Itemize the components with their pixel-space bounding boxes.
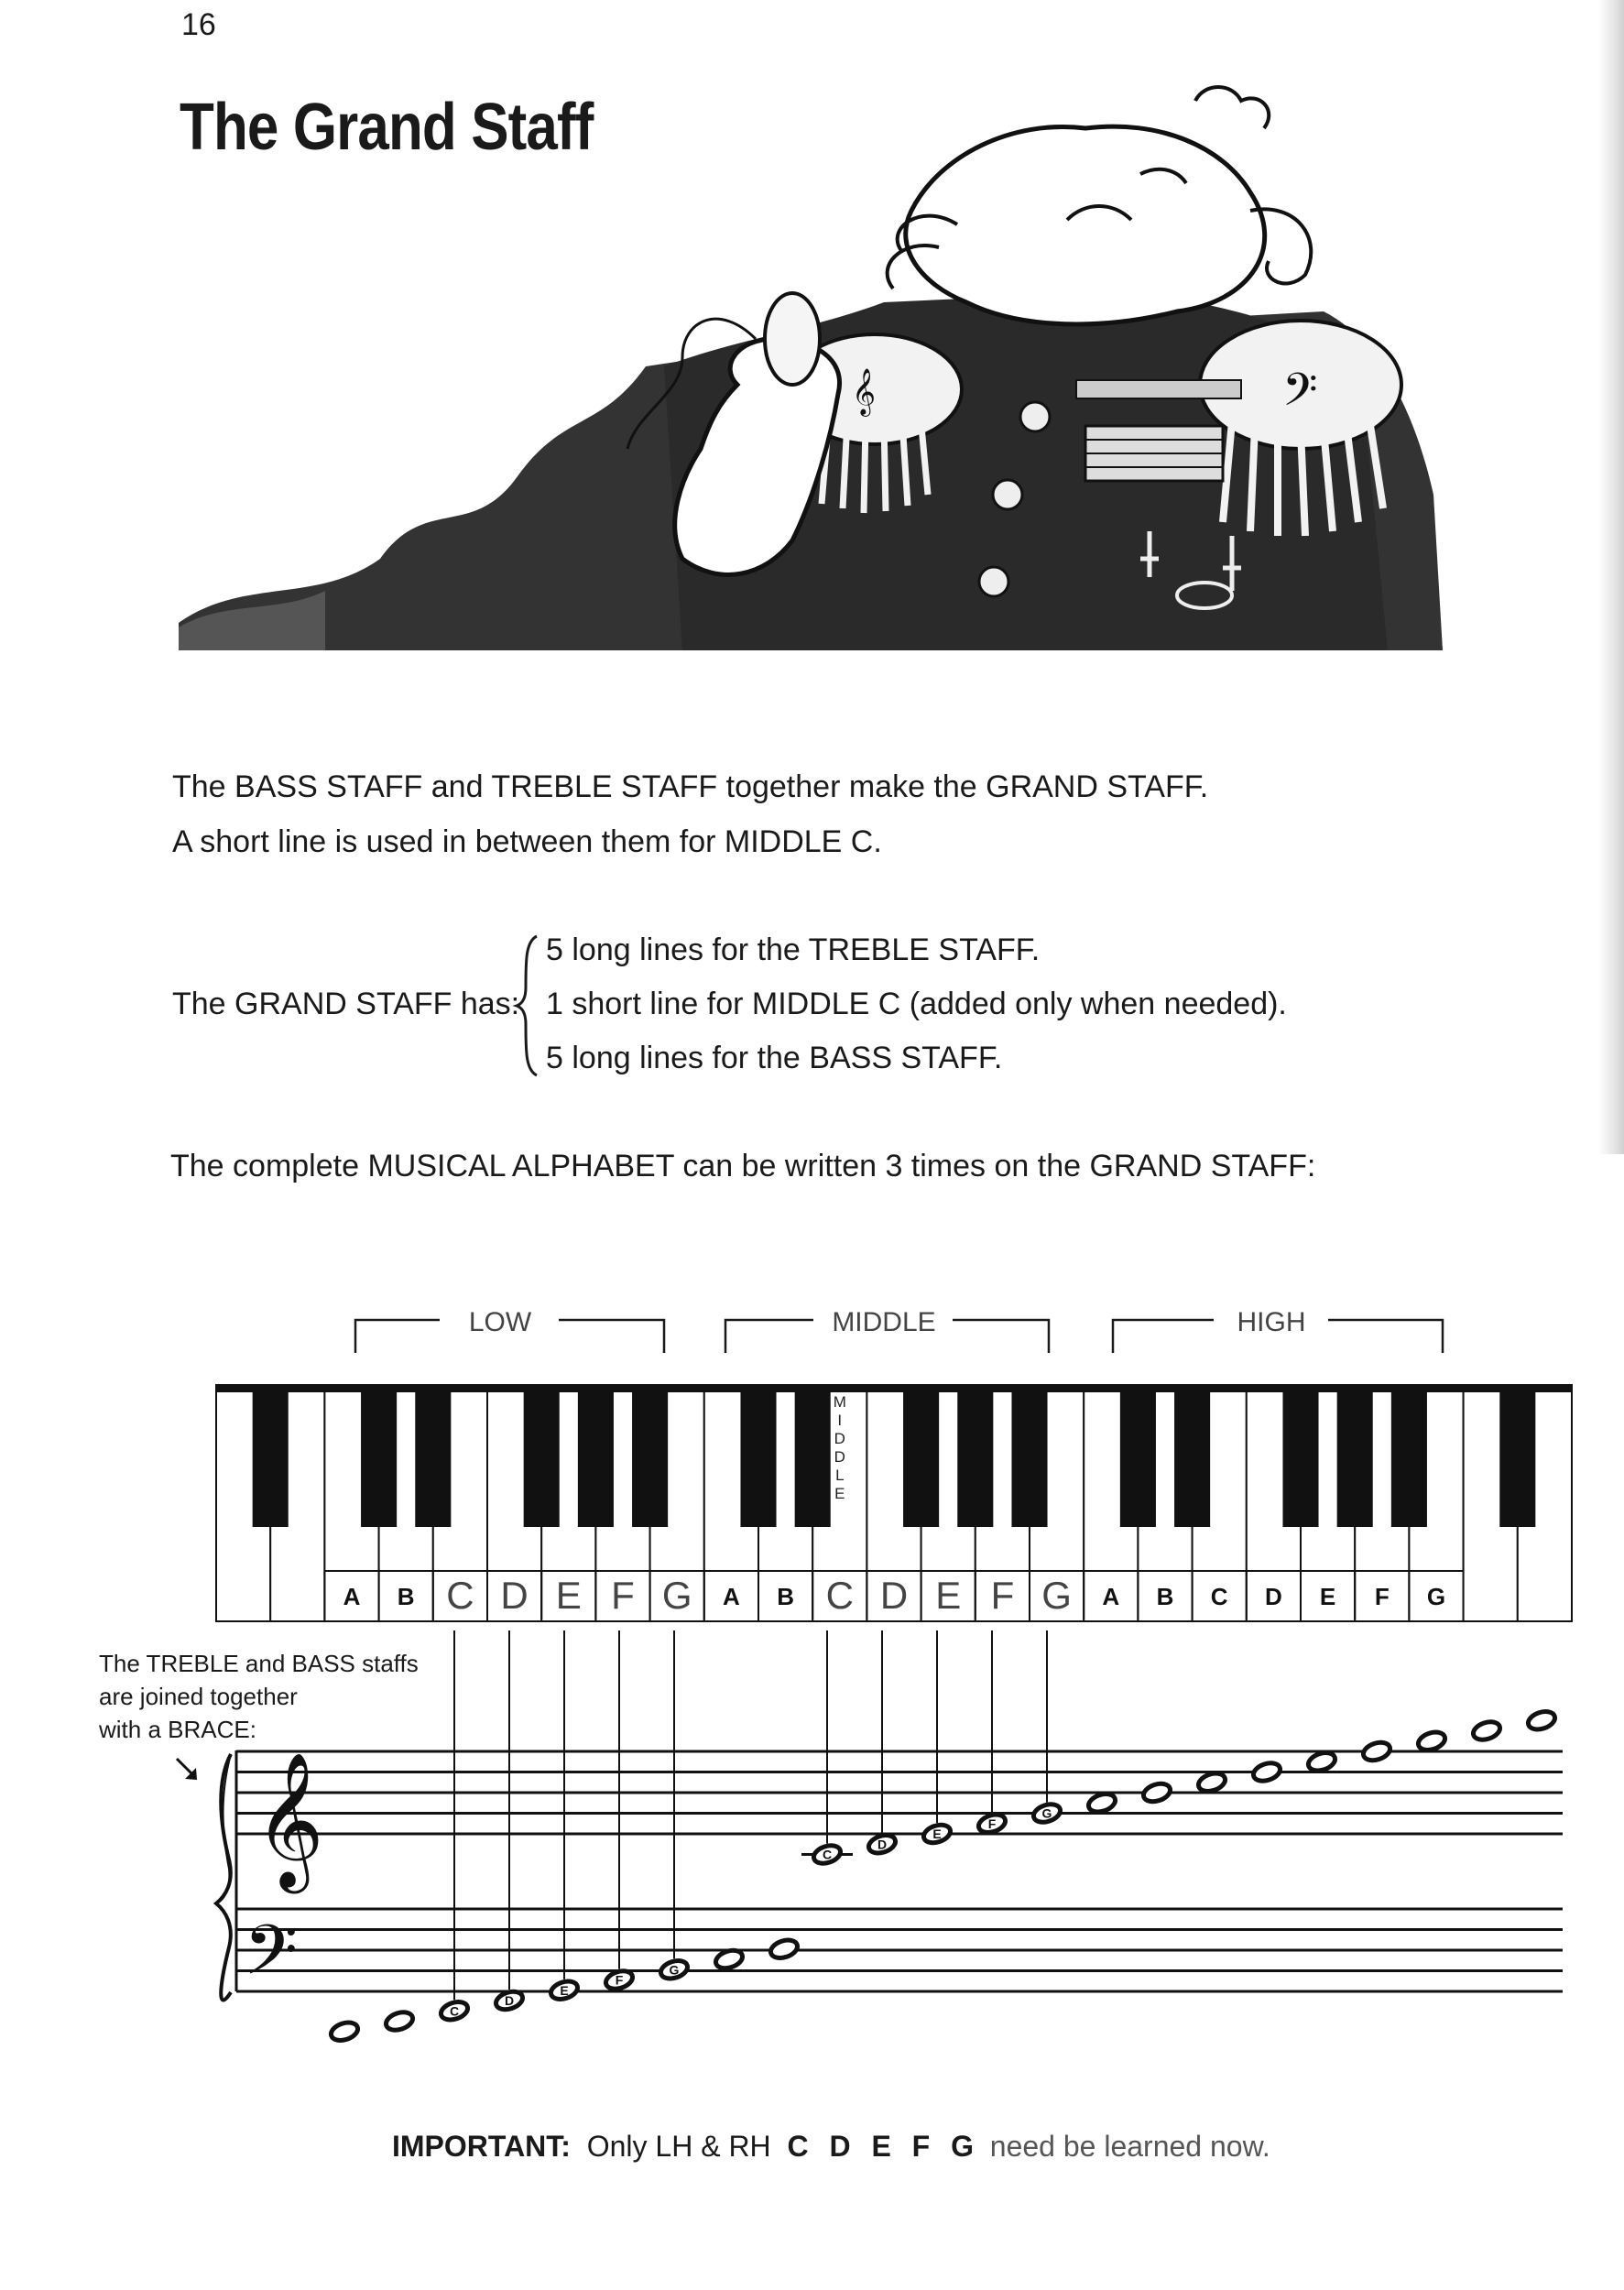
- black-key: [1499, 1385, 1535, 1527]
- note-letter: G: [1041, 1805, 1052, 1821]
- staff-lines: [236, 1751, 1563, 1991]
- piano-keyboard: [214, 1383, 1574, 1629]
- black-key: [1282, 1385, 1318, 1527]
- black-key: [1337, 1385, 1373, 1527]
- whole-note: [1526, 1708, 1557, 1732]
- key-label: F: [611, 1574, 635, 1617]
- key-label: E: [1319, 1583, 1336, 1610]
- whole-note: [1306, 1750, 1337, 1773]
- key-label: C: [446, 1574, 474, 1617]
- black-key: [903, 1385, 939, 1527]
- black-key: [1174, 1385, 1210, 1527]
- note-letter: D: [877, 1837, 888, 1852]
- whole-note: [1471, 1718, 1502, 1742]
- note-letter: C: [822, 1847, 833, 1862]
- black-key: [740, 1385, 776, 1527]
- key-label: F: [1374, 1583, 1390, 1610]
- brace-note-line: with a BRACE:: [99, 1716, 256, 1743]
- note-letter: F: [615, 1972, 624, 1988]
- important-label: IMPORTANT:: [392, 2130, 571, 2163]
- middle-c-letter: D: [834, 1448, 845, 1466]
- key-label: B: [777, 1583, 794, 1610]
- brace-note-line: The TREBLE and BASS staffs: [99, 1650, 419, 1677]
- black-key: [632, 1385, 668, 1527]
- middle-c-line-item: 1 short line for MIDDLE C (added only when needed).: [546, 987, 1287, 1021]
- black-key: [795, 1385, 831, 1527]
- general-conductor-caricature-icon: [169, 64, 1443, 660]
- key-label: G: [1041, 1574, 1072, 1617]
- black-key: [1391, 1385, 1427, 1527]
- intro-line-2: A short line is used in between them for MIDDLE C.: [172, 824, 882, 859]
- svg-text:𝄢: 𝄢: [1282, 364, 1318, 428]
- key-label: B: [397, 1583, 415, 1610]
- range-low-label: LOW: [468, 1307, 532, 1337]
- note-letter: D: [504, 1993, 515, 2008]
- whole-note: [1416, 1729, 1447, 1753]
- key-label: C: [1210, 1583, 1228, 1610]
- black-key: [957, 1385, 993, 1527]
- key-label: C: [825, 1574, 854, 1617]
- range-middle-label: MIDDLE: [832, 1307, 936, 1337]
- page-edge-shadow: [1598, 0, 1624, 1154]
- middle-c-letter: E: [834, 1485, 845, 1502]
- important-letters: C D E F G: [787, 2130, 974, 2163]
- black-key: [578, 1385, 614, 1527]
- key-label: A: [1102, 1583, 1120, 1610]
- black-key: [1011, 1385, 1047, 1527]
- range-brackets: [348, 1305, 1447, 1360]
- black-key: [253, 1385, 289, 1527]
- note-letter: C: [449, 2003, 460, 2019]
- musical-alphabet-text: The complete MUSICAL ALPHABET can be written 3 times on the GRAND STAFF:: [170, 1149, 1316, 1183]
- page-title: The Grand Staff: [180, 91, 594, 164]
- note-letter: E: [932, 1827, 942, 1841]
- treble-clef-icon: 𝄞: [255, 1751, 324, 1888]
- whole-note: [1141, 1781, 1172, 1805]
- whole-note: [1196, 1771, 1227, 1794]
- black-key: [524, 1385, 560, 1527]
- whole-note: [1086, 1791, 1117, 1815]
- svg-text:𝄞: 𝄞: [852, 368, 877, 415]
- important-text-after: need be learned now.: [989, 2130, 1270, 2163]
- key-label: D: [500, 1574, 529, 1617]
- whole-note: [1361, 1739, 1392, 1763]
- middle-c-letter: D: [834, 1430, 845, 1447]
- treble-lines-item: 5 long lines for the TREBLE STAFF.: [546, 932, 1041, 967]
- whole-note: [384, 2009, 415, 2033]
- range-high-label: HIGH: [1237, 1307, 1306, 1337]
- intro-line-1: The BASS STAFF and TREBLE STAFF together make the GRAND STAFF.: [172, 769, 1209, 804]
- middle-c-letter: L: [835, 1467, 845, 1484]
- bass-clef-icon: 𝄢: [244, 1910, 299, 2008]
- black-key: [361, 1385, 397, 1527]
- key-label: A: [723, 1583, 740, 1610]
- key-label: D: [879, 1574, 909, 1617]
- key-label: A: [343, 1583, 361, 1610]
- black-key: [1120, 1385, 1156, 1527]
- page-number: 16: [181, 7, 216, 42]
- key-label: F: [990, 1574, 1015, 1617]
- whole-note: [768, 1937, 800, 1961]
- whole-note: [1251, 1760, 1282, 1783]
- black-key: [415, 1385, 451, 1527]
- note-letter: F: [987, 1816, 997, 1831]
- key-label: G: [661, 1574, 692, 1617]
- important-text-before: Only LH & RH: [586, 2130, 771, 2163]
- middle-c-letter: M: [833, 1393, 846, 1411]
- brace-note-line: are joined together: [99, 1683, 298, 1710]
- grand-staff: [0, 1630, 1624, 2019]
- middle-c-marker: [834, 1393, 846, 1502]
- note-letter: E: [560, 1982, 569, 1998]
- bass-lines-item: 5 long lines for the BASS STAFF.: [546, 1041, 1003, 1075]
- key-label: E: [555, 1574, 582, 1617]
- whole-note: [329, 2020, 360, 2044]
- key-label: E: [935, 1574, 962, 1617]
- key-label: D: [1265, 1583, 1282, 1610]
- notes: [329, 1708, 1557, 2044]
- list-brace-icon: [515, 932, 542, 1079]
- grand-staff-has-label: The GRAND STAFF has:: [172, 987, 520, 1021]
- important-note: [392, 2130, 1270, 2164]
- key-guide-lines: [454, 1630, 1047, 2000]
- note-letter: G: [669, 1962, 680, 1978]
- key-label: G: [1426, 1583, 1446, 1610]
- key-label: B: [1156, 1583, 1174, 1610]
- middle-c-letter: I: [837, 1412, 843, 1429]
